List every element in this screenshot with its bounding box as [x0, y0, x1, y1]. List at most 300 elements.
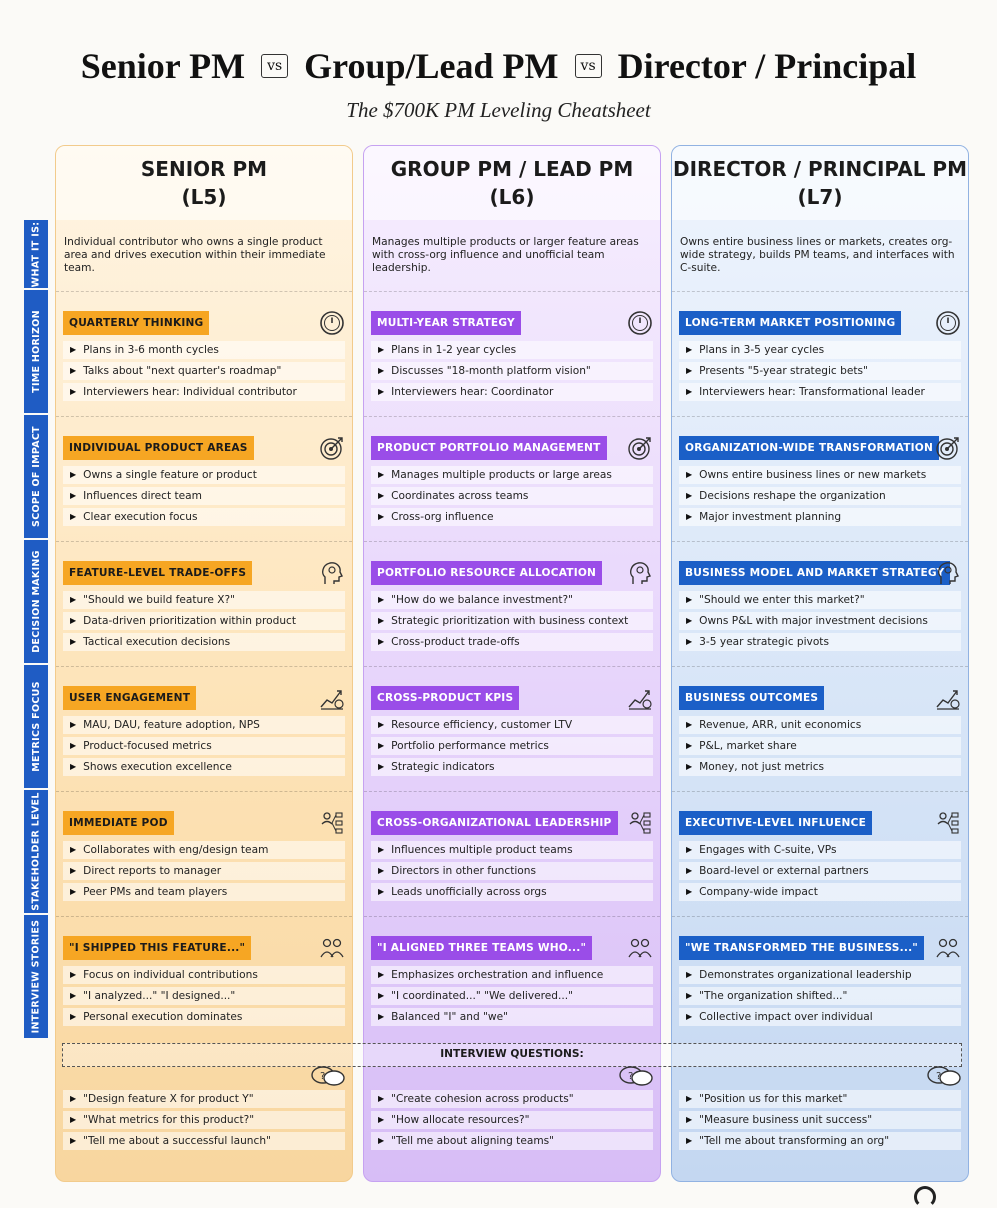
side-label-metrics-focus: METRICS FOCUS: [24, 665, 48, 788]
list-item: [63, 862, 345, 880]
list-item-text: Personal execution dominates: [83, 1011, 243, 1023]
list-item-text: Cross-org influence: [391, 511, 494, 523]
clock-icon: [627, 310, 653, 336]
list-item-text: Strategic prioritization with business context: [391, 615, 629, 627]
list-item: [371, 1090, 653, 1108]
bullet-list: [63, 341, 345, 404]
svg-text:?: ?: [320, 1071, 326, 1082]
vs-badge: vs: [261, 54, 288, 78]
list-item-text: Leads unofficially across orgs: [391, 886, 547, 898]
triangle-bullet-icon: ▶: [70, 470, 77, 479]
list-item: [371, 1132, 653, 1150]
list-item-text: Owns entire business lines or new markets: [699, 469, 927, 481]
list-item-text: Directors in other functions: [391, 865, 537, 877]
list-item: [679, 508, 961, 526]
bullet-list: [679, 341, 961, 404]
triangle-bullet-icon: ▶: [70, 866, 77, 875]
section-tag: EXECUTIVE-LEVEL INFLUENCE: [679, 811, 872, 835]
list-item: [371, 633, 653, 651]
list-item-text: Major investment planning: [699, 511, 842, 523]
list-item: [679, 466, 961, 484]
triangle-bullet-icon: ▶: [70, 762, 77, 771]
head-gear-icon: [935, 560, 961, 586]
triangle-bullet-icon: ▶: [686, 762, 693, 771]
triangle-bullet-icon: ▶: [378, 991, 385, 1000]
section-tag: PRODUCT PORTFOLIO MANAGEMENT: [371, 436, 607, 460]
list-item: [371, 1008, 653, 1026]
list-item: [63, 716, 345, 734]
section-group-lead-pm-4: [364, 791, 660, 917]
bullet-list: [679, 966, 961, 1029]
triangle-bullet-icon: ▶: [686, 1012, 693, 1021]
triangle-bullet-icon: ▶: [686, 1094, 693, 1103]
question-text: "Create cohesion across products": [391, 1093, 574, 1105]
list-item-text: Presents "5-year strategic bets": [699, 365, 868, 377]
triangle-bullet-icon: ▶: [70, 345, 77, 354]
triangle-bullet-icon: ▶: [378, 887, 385, 896]
list-item: [679, 716, 961, 734]
triangle-bullet-icon: ▶: [378, 866, 385, 875]
list-item: [679, 487, 961, 505]
list-item-text: Discusses "18-month platform vision": [391, 365, 591, 377]
bullet-list: [371, 716, 653, 779]
list-item: [371, 612, 653, 630]
list-item: [679, 737, 961, 755]
list-item: [371, 862, 653, 880]
list-item: [679, 383, 961, 401]
title-senior-pm: Senior PM: [80, 46, 246, 86]
section-tag: "WE TRANSFORMED THE BUSINESS...": [679, 936, 924, 960]
list-item: [679, 841, 961, 859]
list-item-text: "Should we enter this market?": [699, 594, 865, 606]
section-tag: ORGANIZATION-WIDE TRANSFORMATION: [679, 436, 939, 460]
list-item: [63, 758, 345, 776]
section-group-lead-pm-2: [364, 541, 660, 667]
section-tag: "I ALIGNED THREE TEAMS WHO...": [371, 936, 592, 960]
triangle-bullet-icon: ▶: [70, 637, 77, 646]
list-item: [63, 841, 345, 859]
bullet-list: [371, 841, 653, 904]
column-title: SENIOR PM: [140, 157, 268, 181]
head-gear-icon: [319, 560, 345, 586]
bullet-list: [63, 841, 345, 904]
section-director-principal-pm-0: [672, 291, 968, 417]
triangle-bullet-icon: ▶: [686, 345, 693, 354]
list-item-text: Decisions reshape the organization: [699, 490, 886, 502]
triangle-bullet-icon: ▶: [70, 595, 77, 604]
triangle-bullet-icon: ▶: [378, 970, 385, 979]
section-director-principal-pm-2: [672, 541, 968, 667]
question-text: "Position us for this market": [699, 1093, 848, 1105]
list-item: [63, 1111, 345, 1129]
triangle-bullet-icon: ▶: [70, 366, 77, 375]
triangle-bullet-icon: ▶: [378, 595, 385, 604]
interview-questions-list: [63, 1090, 345, 1153]
triangle-bullet-icon: ▶: [378, 1136, 385, 1145]
clock-icon: [935, 310, 961, 336]
list-item-text: Peer PMs and team players: [83, 886, 228, 898]
list-item: [63, 987, 345, 1005]
section-director-principal-pm-1: [672, 416, 968, 542]
section-director-principal-pm-5: [672, 916, 968, 1042]
section-senior-pm-1: [56, 416, 352, 542]
triangle-bullet-icon: ▶: [70, 491, 77, 500]
list-item-text: Portfolio performance metrics: [391, 740, 549, 752]
org-chart-icon: [627, 810, 653, 836]
triangle-bullet-icon: ▶: [378, 345, 385, 354]
bullet-list: [679, 716, 961, 779]
question-text: "How allocate resources?": [391, 1114, 530, 1126]
list-item-text: "I analyzed..." "I designed...": [83, 990, 236, 1002]
list-item-text: Shows execution excellence: [83, 761, 232, 773]
interview-questions-list: [679, 1090, 961, 1153]
bullet-list: [63, 466, 345, 529]
triangle-bullet-icon: ▶: [686, 991, 693, 1000]
section-tag: PORTFOLIO RESOURCE ALLOCATION: [371, 561, 602, 585]
list-item-text: 3-5 year strategic pivots: [699, 636, 829, 648]
column-level: (L5): [181, 185, 227, 209]
speech-bubbles-icon: [310, 1064, 346, 1088]
list-item: [371, 487, 653, 505]
interview-questions-header: INTERVIEW QUESTIONS:: [62, 1043, 962, 1067]
list-item-text: Board-level or external partners: [699, 865, 869, 877]
list-item-text: Revenue, ARR, unit economics: [699, 719, 862, 731]
section-tag: CROSS-ORGANIZATIONAL LEADERSHIP: [371, 811, 618, 835]
list-item-text: Plans in 3-6 month cycles: [83, 344, 219, 356]
question-text: "Tell me about aligning teams": [391, 1135, 555, 1147]
list-item: [371, 841, 653, 859]
column-header: [672, 146, 968, 220]
section-tag: QUARTERLY THINKING: [63, 311, 209, 335]
triangle-bullet-icon: ▶: [378, 637, 385, 646]
triangle-bullet-icon: ▶: [70, 1136, 77, 1145]
column-director-principal-pm: [671, 145, 969, 1182]
list-item-text: "The organization shifted...": [699, 990, 848, 1002]
list-item-text: Emphasizes orchestration and influence: [391, 969, 604, 981]
bullet-list: [63, 591, 345, 654]
triangle-bullet-icon: ▶: [378, 1012, 385, 1021]
column-header: [364, 146, 660, 220]
list-item-text: "How do we balance investment?": [391, 594, 574, 606]
org-chart-icon: [935, 810, 961, 836]
triangle-bullet-icon: ▶: [686, 741, 693, 750]
triangle-bullet-icon: ▶: [70, 845, 77, 854]
org-chart-icon: [319, 810, 345, 836]
what-it-is-text: Individual contributor who owns a single product area and drives execution within their immediate team.: [64, 236, 326, 274]
section-group-lead-pm-0: [364, 291, 660, 417]
section-tag: INDIVIDUAL PRODUCT AREAS: [63, 436, 254, 460]
triangle-bullet-icon: ▶: [70, 1094, 77, 1103]
section-tag: BUSINESS OUTCOMES: [679, 686, 824, 710]
list-item-text: Owns a single feature or product: [83, 469, 257, 481]
list-item-text: Engages with C-suite, VPs: [699, 844, 837, 856]
triangle-bullet-icon: ▶: [378, 387, 385, 396]
section-senior-pm-0: [56, 291, 352, 417]
list-item-text: Plans in 3-5 year cycles: [699, 344, 825, 356]
list-item: [679, 987, 961, 1005]
triangle-bullet-icon: ▶: [378, 741, 385, 750]
section-senior-pm-5: [56, 916, 352, 1042]
list-item: [679, 758, 961, 776]
section-tag: BUSINESS MODEL AND MARKET STRATEGY: [679, 561, 950, 585]
list-item: [679, 612, 961, 630]
list-item: [63, 633, 345, 651]
list-item-text: Balanced "I" and "we": [391, 1011, 508, 1023]
column-level: (L7): [797, 185, 843, 209]
question-text: "Design feature X for product Y": [83, 1093, 254, 1105]
section-tag: CROSS-PRODUCT KPIS: [371, 686, 519, 710]
list-item-text: Focus on individual contributions: [83, 969, 258, 981]
list-item-text: Company-wide impact: [699, 886, 818, 898]
chart-target-icon: [319, 685, 345, 711]
what-it-is-text: Owns entire business lines or markets, creates org-wide strategy, builds PM teams, and interfaces with C-suite.: [680, 236, 955, 274]
section-group-lead-pm-1: [364, 416, 660, 542]
chart-target-icon: [935, 685, 961, 711]
list-item-text: Collaborates with eng/design team: [83, 844, 269, 856]
section-tag: "I SHIPPED THIS FEATURE...": [63, 936, 251, 960]
head-gear-icon: [627, 560, 653, 586]
triangle-bullet-icon: ▶: [378, 470, 385, 479]
section-senior-pm-3: [56, 666, 352, 792]
clock-icon: [319, 310, 345, 336]
triangle-bullet-icon: ▶: [378, 1115, 385, 1124]
question-text: "Measure business unit success": [699, 1114, 873, 1126]
triangle-bullet-icon: ▶: [686, 387, 693, 396]
column-senior-pm: [55, 145, 353, 1182]
section-tag: USER ENGAGEMENT: [63, 686, 196, 710]
list-item-text: Owns P&L with major investment decisions: [699, 615, 928, 627]
page-subtitle: The $700K PM Leveling Cheatsheet: [346, 98, 651, 122]
list-item-text: MAU, DAU, feature adoption, NPS: [83, 719, 260, 731]
triangle-bullet-icon: ▶: [378, 762, 385, 771]
list-item-text: "Should we build feature X?": [83, 594, 236, 606]
list-item-text: Cross-product trade-offs: [391, 636, 520, 648]
list-item: [63, 466, 345, 484]
list-item-text: Direct reports to manager: [83, 865, 222, 877]
section-senior-pm-4: [56, 791, 352, 917]
triangle-bullet-icon: ▶: [70, 1012, 77, 1021]
list-item: [63, 362, 345, 380]
list-item: [63, 737, 345, 755]
section-director-principal-pm-3: [672, 666, 968, 792]
svg-text:?: ?: [936, 1071, 942, 1082]
triangle-bullet-icon: ▶: [378, 616, 385, 625]
list-item-text: Tactical execution decisions: [83, 636, 231, 648]
list-item: [371, 883, 653, 901]
list-item: [371, 466, 653, 484]
triangle-bullet-icon: ▶: [378, 366, 385, 375]
triangle-bullet-icon: ▶: [70, 970, 77, 979]
list-item: [679, 591, 961, 609]
triangle-bullet-icon: ▶: [686, 491, 693, 500]
list-item: [679, 633, 961, 651]
vs-badge: vs: [575, 54, 602, 78]
triangle-bullet-icon: ▶: [686, 595, 693, 604]
bullet-list: [63, 966, 345, 1029]
side-label-scope-of-impact: SCOPE OF IMPACT: [24, 415, 48, 538]
list-item-text: Demonstrates organizational leadership: [699, 969, 912, 981]
side-label-what-it-is: WHAT IT IS:: [24, 220, 48, 288]
list-item: [63, 383, 345, 401]
triangle-bullet-icon: ▶: [686, 970, 693, 979]
triangle-bullet-icon: ▶: [686, 512, 693, 521]
bullet-list: [679, 466, 961, 529]
section-senior-pm-2: [56, 541, 352, 667]
people-icon: [627, 935, 653, 961]
bullet-list: [371, 966, 653, 1029]
triangle-bullet-icon: ▶: [70, 387, 77, 396]
speech-bubbles-icon: [618, 1064, 654, 1088]
list-item: [371, 1111, 653, 1129]
triangle-bullet-icon: ▶: [686, 887, 693, 896]
triangle-bullet-icon: ▶: [378, 845, 385, 854]
list-item: [679, 341, 961, 359]
list-item: [371, 341, 653, 359]
list-item-text: Interviewers hear: Individual contributor: [83, 386, 297, 398]
list-item: [679, 1008, 961, 1026]
list-item: [63, 612, 345, 630]
list-item-text: Strategic indicators: [391, 761, 495, 773]
triangle-bullet-icon: ▶: [70, 1115, 77, 1124]
list-item-text: Plans in 1-2 year cycles: [391, 344, 517, 356]
list-item-text: Interviewers hear: Transformational leader: [699, 386, 925, 398]
triangle-bullet-icon: ▶: [686, 1136, 693, 1145]
bullet-list: [679, 591, 961, 654]
list-item: [679, 362, 961, 380]
triangle-bullet-icon: ▶: [70, 991, 77, 1000]
side-label-stakeholder-level: STAKEHOLDER LEVEL: [24, 790, 48, 913]
list-item-text: Manages multiple products or large areas: [391, 469, 612, 481]
list-item-text: Influences direct team: [83, 490, 202, 502]
triangle-bullet-icon: ▶: [686, 616, 693, 625]
people-icon: [935, 935, 961, 961]
triangle-bullet-icon: ▶: [70, 720, 77, 729]
triangle-bullet-icon: ▶: [70, 616, 77, 625]
list-item-text: Interviewers hear: Coordinator: [391, 386, 554, 398]
list-item-text: Resource efficiency, customer LTV: [391, 719, 573, 731]
list-item: [371, 383, 653, 401]
list-item: [63, 341, 345, 359]
list-item-text: Talks about "next quarter's roadmap": [83, 365, 282, 377]
triangle-bullet-icon: ▶: [378, 512, 385, 521]
list-item-text: Clear execution focus: [83, 511, 198, 523]
column-title: DIRECTOR / PRINCIPAL PM: [673, 157, 967, 181]
list-item: [371, 737, 653, 755]
triangle-bullet-icon: ▶: [378, 491, 385, 500]
section-tag: IMMEDIATE POD: [63, 811, 174, 835]
question-text: "Tell me about transforming an org": [699, 1135, 890, 1147]
section-director-principal-pm-4: [672, 791, 968, 917]
list-item: [63, 1132, 345, 1150]
list-item: [679, 883, 961, 901]
list-item-text: Data-driven prioritization within product: [83, 615, 297, 627]
list-item: [63, 508, 345, 526]
list-item: [679, 1132, 961, 1150]
what-it-is-text: Manages multiple products or larger feature areas with cross-org influence and unofficial team leadership.: [372, 236, 639, 274]
list-item: [371, 966, 653, 984]
svg-text:?: ?: [628, 1071, 634, 1082]
list-item: [371, 716, 653, 734]
title-director-principal: Director / Principal: [617, 46, 917, 86]
bullet-list: [63, 716, 345, 779]
side-label-time-horizon: TIME HORIZON: [24, 290, 48, 413]
list-item: [371, 508, 653, 526]
page-title: [0, 38, 997, 94]
list-item: [371, 362, 653, 380]
question-text: "Tell me about a successful launch": [83, 1135, 271, 1147]
interview-questions-list: [371, 1090, 653, 1153]
list-item: [679, 966, 961, 984]
list-item: [63, 591, 345, 609]
section-tag: MULTI-YEAR STRATEGY: [371, 311, 521, 335]
list-item: [63, 883, 345, 901]
list-item: [371, 758, 653, 776]
side-label-decision-making: DECISION MAKING: [24, 540, 48, 663]
bullet-list: [371, 341, 653, 404]
list-item: [63, 1008, 345, 1026]
list-item: [63, 1090, 345, 1108]
chart-target-icon: [627, 685, 653, 711]
triangle-bullet-icon: ▶: [70, 887, 77, 896]
list-item-text: Influences multiple product teams: [391, 844, 573, 856]
people-icon: [319, 935, 345, 961]
triangle-bullet-icon: ▶: [70, 512, 77, 521]
triangle-bullet-icon: ▶: [378, 1094, 385, 1103]
column-title: GROUP PM / LEAD PM: [390, 157, 634, 181]
bullet-list: [679, 841, 961, 904]
section-group-lead-pm-3: [364, 666, 660, 792]
column-group-lead-pm: [363, 145, 661, 1182]
triangle-bullet-icon: ▶: [378, 720, 385, 729]
section-group-lead-pm-5: [364, 916, 660, 1042]
column-level: (L6): [489, 185, 535, 209]
list-item-text: "I coordinated..." "We delivered...": [391, 990, 573, 1002]
target-icon: [627, 435, 653, 461]
list-item: [679, 862, 961, 880]
bullet-list: [371, 466, 653, 529]
list-item: [371, 987, 653, 1005]
list-item-text: P&L, market share: [699, 740, 797, 752]
list-item: [63, 966, 345, 984]
triangle-bullet-icon: ▶: [70, 741, 77, 750]
triangle-bullet-icon: ▶: [686, 366, 693, 375]
triangle-bullet-icon: ▶: [686, 1115, 693, 1124]
list-item: [679, 1111, 961, 1129]
list-item: [679, 1090, 961, 1108]
section-tag: LONG-TERM MARKET POSITIONING: [679, 311, 901, 335]
column-header: [56, 146, 352, 220]
speech-bubbles-icon: [926, 1064, 962, 1088]
list-item-text: Collective impact over individual: [699, 1011, 873, 1023]
bullet-list: [371, 591, 653, 654]
list-item: [371, 591, 653, 609]
title-group-lead-pm: Group/Lead PM: [304, 46, 559, 86]
triangle-bullet-icon: ▶: [686, 866, 693, 875]
corner-logo-icon: [914, 1186, 936, 1208]
triangle-bullet-icon: ▶: [686, 637, 693, 646]
list-item-text: Money, not just metrics: [699, 761, 825, 773]
list-item-text: Coordinates across teams: [391, 490, 529, 502]
list-item-text: Product-focused metrics: [83, 740, 212, 752]
target-icon: [935, 435, 961, 461]
section-tag: FEATURE-LEVEL TRADE-OFFS: [63, 561, 252, 585]
triangle-bullet-icon: ▶: [686, 845, 693, 854]
side-label-interview-stories: INTERVIEW STORIES: [24, 915, 48, 1038]
triangle-bullet-icon: ▶: [686, 470, 693, 479]
target-icon: [319, 435, 345, 461]
list-item: [63, 487, 345, 505]
triangle-bullet-icon: ▶: [686, 720, 693, 729]
